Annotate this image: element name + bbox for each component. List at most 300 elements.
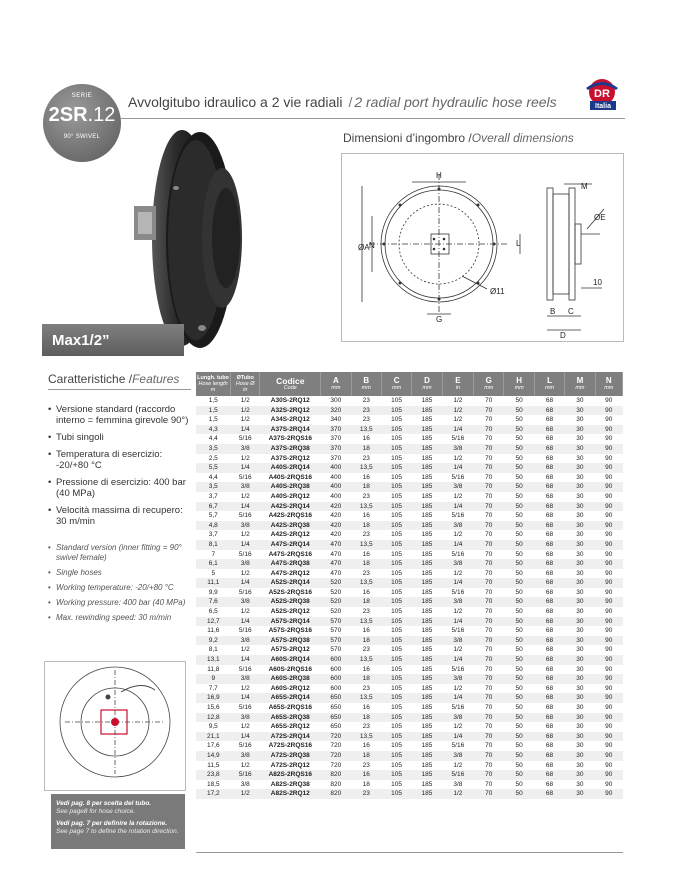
- table-cell: 90: [605, 627, 613, 635]
- table-cell: 105: [381, 502, 411, 512]
- table-cell: 70: [485, 492, 493, 500]
- table-cell: 16: [362, 588, 370, 596]
- table-cell: 68: [534, 732, 564, 742]
- table-cell: 30: [576, 588, 584, 596]
- table-cell: 70: [474, 789, 504, 799]
- table-cell: 90: [605, 416, 613, 424]
- table-cell: 70: [485, 723, 493, 731]
- table-row: [196, 780, 623, 790]
- table-cell: A40S-2RQ12: [270, 492, 310, 500]
- table-cell: 420: [321, 502, 351, 512]
- table-cell: 1/2: [231, 406, 260, 416]
- table-cell: 18,5: [206, 780, 220, 788]
- table-cell: 1/2: [453, 454, 463, 462]
- table-cell: 105: [391, 397, 403, 404]
- table-row: [196, 396, 623, 406]
- table-cell: 5/16: [451, 627, 465, 635]
- table-cell: 9: [196, 674, 231, 684]
- table-cell: 70: [474, 693, 504, 703]
- table-cell: 400: [330, 473, 342, 481]
- table-cell: 68: [534, 482, 564, 492]
- series-sub: 90° SWIVEL: [63, 134, 101, 140]
- table-cell: 30: [565, 636, 595, 646]
- table-cell: 50: [515, 646, 523, 654]
- table-cell: 70: [485, 742, 493, 750]
- table-cell: 5/16: [238, 665, 252, 673]
- table-cell: 105: [391, 742, 403, 750]
- table-cell: 30: [576, 761, 584, 769]
- table-cell: 30: [565, 713, 595, 723]
- table-cell: 50: [504, 425, 534, 435]
- table-cell: 90: [595, 559, 622, 569]
- col-header: ØTubo Hose Ø in: [231, 372, 260, 396]
- table-cell: 18: [351, 521, 381, 531]
- table-row: [196, 444, 623, 454]
- feature-item-en: • Max. rewinding speed: 30 m/min: [48, 613, 193, 623]
- table-cell: 370: [330, 435, 342, 443]
- table-cell: 370: [321, 425, 351, 435]
- table-cell: 185: [412, 713, 442, 723]
- table-cell: 1/4: [442, 540, 473, 550]
- table-cell: 470: [330, 550, 342, 558]
- table-cell: 70: [474, 540, 504, 550]
- table-cell: 5/16: [451, 588, 465, 596]
- table-cell: 570: [330, 627, 342, 635]
- table-cell: 1/2: [453, 416, 463, 424]
- col-header: L mm: [534, 372, 564, 396]
- table-cell: 105: [381, 732, 411, 742]
- table-cell: 105: [381, 463, 411, 473]
- table-cell: 13,5: [351, 617, 381, 627]
- table-cell: 8,1: [196, 540, 231, 550]
- table-cell: 7,6: [196, 597, 231, 607]
- table-cell: 2,5: [208, 454, 218, 462]
- table-cell: 16: [362, 704, 370, 711]
- table-cell: 30: [576, 646, 584, 654]
- table-cell: 6,5: [208, 608, 218, 616]
- table-cell: A72S-2RQ38: [260, 751, 321, 761]
- dim-label-c: C: [568, 307, 574, 316]
- table-cell: A47S-2RQS16: [268, 550, 312, 558]
- table-row: [196, 732, 623, 742]
- table-cell: 105: [391, 704, 403, 711]
- table-cell: 185: [421, 531, 433, 539]
- table-cell: 23: [362, 416, 370, 424]
- feature-item-en: • Single hoses: [48, 568, 193, 578]
- table-cell: 185: [421, 473, 433, 481]
- feature-item: • Versione standard (raccordo interno = femmina girevole 90°): [48, 404, 193, 426]
- table-cell: 50: [504, 521, 534, 531]
- table-cell: 3/8: [231, 636, 260, 646]
- col-header: G mm: [474, 372, 504, 396]
- table-cell: 13,5: [351, 463, 381, 473]
- table-cell: 185: [421, 780, 433, 788]
- hose-reel-image: [130, 128, 250, 350]
- table-cell: 1/2: [240, 397, 250, 404]
- svg-text:Italia: Italia: [595, 103, 611, 110]
- table-cell: 3,7: [208, 492, 218, 500]
- table-cell: 185: [412, 617, 442, 627]
- features-list-en: [48, 543, 193, 628]
- table-cell: 30: [576, 608, 584, 616]
- table-cell: A47S-2RQ38: [260, 559, 321, 569]
- feature-item: • Temperatura di esercizio: -20/+80 °C: [48, 449, 193, 471]
- table-cell: A60S-2RQ38: [260, 674, 321, 684]
- table-cell: 18: [351, 713, 381, 723]
- table-cell: 4,4: [208, 435, 218, 443]
- table-row: [196, 530, 623, 540]
- table-cell: 105: [391, 684, 403, 692]
- table-cell: 68: [534, 713, 564, 723]
- table-cell: A37S-2RQ12: [270, 454, 310, 462]
- table-cell: 50: [515, 665, 523, 673]
- table-cell: 1/2: [240, 608, 250, 616]
- table-cell: A60S-2RQ12: [270, 684, 310, 692]
- table-cell: 1/4: [442, 693, 473, 703]
- table-cell: 105: [391, 454, 403, 462]
- table-cell: 5/16: [238, 435, 252, 443]
- table-cell: 1/2: [453, 608, 463, 616]
- table-cell: 70: [485, 550, 493, 558]
- table-cell: 50: [515, 435, 523, 443]
- table-cell: 105: [381, 406, 411, 416]
- table-cell: 185: [412, 482, 442, 492]
- table-cell: 12,8: [196, 713, 231, 723]
- table-cell: 3/8: [231, 559, 260, 569]
- dimensions-title: Dimensioni d’ingombro /Overall dimensions: [343, 131, 574, 145]
- table-cell: 30: [576, 397, 584, 404]
- table-cell: 1,5: [196, 406, 231, 416]
- table-cell: 185: [421, 723, 433, 731]
- table-cell: 1,5: [208, 397, 218, 404]
- table-cell: A37S-2RQ38: [260, 444, 321, 454]
- table-cell: 90: [595, 540, 622, 550]
- col-header: D mm: [412, 372, 442, 396]
- table-cell: 50: [504, 732, 534, 742]
- table-cell: 16: [362, 512, 370, 520]
- dim-label-h: H: [436, 171, 442, 180]
- max-size-badge: Max1/2”: [42, 324, 184, 356]
- table-cell: 6,1: [196, 559, 231, 569]
- table-cell: 68: [545, 454, 554, 462]
- table-cell: 105: [391, 761, 403, 769]
- table-cell: 68: [545, 684, 554, 692]
- table-cell: A65S-2RQ38: [260, 713, 321, 723]
- table-cell: 90: [595, 521, 622, 531]
- table-cell: 68: [534, 559, 564, 569]
- table-cell: 50: [504, 482, 534, 492]
- table-cell: 30: [565, 751, 595, 761]
- table-cell: A30S-2RQ12: [270, 397, 310, 404]
- table-cell: 6,7: [196, 502, 231, 512]
- table-cell: 3/8: [231, 597, 260, 607]
- table-cell: 30: [576, 723, 584, 731]
- table-cell: 90: [605, 780, 613, 788]
- table-cell: 50: [515, 761, 523, 769]
- table-cell: 16: [362, 473, 370, 481]
- table-cell: 185: [412, 559, 442, 569]
- table-cell: 400: [330, 492, 342, 500]
- table-row: [196, 588, 623, 598]
- notes-box: [51, 794, 185, 849]
- table-cell: 105: [381, 482, 411, 492]
- table-cell: 105: [381, 617, 411, 627]
- table-cell: 50: [504, 406, 534, 416]
- dim-label-a: ØA: [358, 243, 370, 252]
- table-cell: 30: [565, 559, 595, 569]
- table-cell: 70: [485, 454, 493, 462]
- table-cell: 70: [474, 636, 504, 646]
- table-cell: 1/4: [442, 655, 473, 665]
- table-cell: 185: [412, 636, 442, 646]
- table-cell: 70: [485, 416, 493, 424]
- table-cell: 185: [412, 597, 442, 607]
- table-cell: 90: [595, 502, 622, 512]
- table-row: [196, 684, 623, 694]
- table-cell: 7: [211, 550, 216, 558]
- table-cell: 70: [474, 713, 504, 723]
- table-cell: 50: [515, 492, 523, 500]
- table-cell: 90: [605, 492, 613, 500]
- table-cell: 30: [565, 597, 595, 607]
- table-row: [196, 502, 623, 512]
- table-cell: 70: [485, 608, 493, 616]
- svg-text:DR: DR: [594, 88, 610, 100]
- table-cell: 185: [421, 492, 433, 500]
- features-title: Caratteristiche /Features: [48, 372, 180, 386]
- table-cell: 400: [321, 463, 351, 473]
- table-cell: 105: [391, 435, 403, 443]
- table-cell: 1/4: [231, 502, 260, 512]
- table-cell: 105: [381, 540, 411, 550]
- table-row: [196, 741, 623, 751]
- table-cell: 13,5: [351, 655, 381, 665]
- table-cell: 68: [545, 435, 554, 443]
- table-cell: 5/16: [451, 550, 465, 558]
- table-cell: 16: [362, 742, 370, 750]
- table-cell: 70: [474, 444, 504, 454]
- table-cell: 185: [421, 550, 433, 558]
- table-cell: 90: [595, 636, 622, 646]
- table-cell: 30: [576, 780, 584, 788]
- table-cell: 520: [321, 578, 351, 588]
- table-cell: 105: [381, 578, 411, 588]
- table-cell: 5: [211, 569, 216, 577]
- table-cell: 1/2: [453, 397, 463, 404]
- table-cell: 185: [421, 397, 433, 404]
- table-cell: 68: [545, 569, 554, 577]
- table-cell: 105: [381, 521, 411, 531]
- table-cell: 1/4: [231, 617, 260, 627]
- table-cell: 18: [351, 751, 381, 761]
- table-cell: 185: [412, 444, 442, 454]
- table-cell: 185: [421, 512, 433, 520]
- table-cell: 30: [565, 693, 595, 703]
- table-cell: 105: [391, 723, 403, 731]
- table-cell: 5/16: [451, 665, 465, 673]
- table-cell: 70: [485, 684, 493, 692]
- table-cell: 50: [504, 770, 534, 780]
- table-cell: 50: [504, 559, 534, 569]
- table-cell: 90: [605, 550, 613, 558]
- table-cell: 70: [485, 780, 493, 788]
- table-cell: 185: [421, 569, 433, 577]
- table-cell: 30: [565, 463, 595, 473]
- table-cell: 16: [362, 627, 370, 635]
- table-cell: 70: [485, 665, 493, 673]
- table-cell: 50: [515, 531, 523, 539]
- table-cell: A42S-2RQ14: [260, 502, 321, 512]
- table-cell: 23: [362, 723, 370, 731]
- table-cell: 30: [565, 732, 595, 742]
- table-cell: 105: [391, 531, 403, 539]
- table-cell: 90: [605, 665, 613, 673]
- table-cell: 13,5: [351, 693, 381, 703]
- table-cell: 13,5: [351, 540, 381, 550]
- table-row: [196, 617, 623, 627]
- table-cell: 720: [321, 732, 351, 742]
- note-hose-choice: Vedi pag. 8 per scelta del tubo.: [56, 800, 152, 807]
- table-cell: 50: [515, 454, 523, 462]
- table-row: [196, 521, 623, 531]
- table-cell: 90: [605, 646, 613, 654]
- table-cell: 1/4: [231, 655, 260, 665]
- table-cell: 23: [362, 454, 370, 462]
- table-cell: 70: [485, 512, 493, 520]
- table-cell: 5/16: [238, 627, 252, 635]
- table-cell: 30: [576, 435, 584, 443]
- table-cell: 50: [504, 578, 534, 588]
- table-cell: 30: [565, 482, 595, 492]
- col-header: Codice Code: [260, 372, 321, 396]
- table-cell: 5/16: [451, 704, 465, 711]
- table-cell: 470: [330, 569, 342, 577]
- dr-italia-logo: [578, 78, 624, 114]
- table-cell: 1/4: [442, 617, 473, 627]
- table-cell: 820: [321, 789, 351, 799]
- table-row: [196, 492, 623, 502]
- table-cell: 185: [412, 789, 442, 799]
- table-cell: 50: [504, 463, 534, 473]
- table-cell: 650: [330, 704, 342, 711]
- table-cell: 185: [412, 751, 442, 761]
- table-cell: 185: [412, 425, 442, 435]
- dim-label-l: L: [516, 239, 521, 248]
- table-cell: 185: [412, 406, 442, 416]
- table-cell: 70: [485, 627, 493, 635]
- table-cell: 23: [362, 531, 370, 539]
- table-cell: 185: [421, 665, 433, 673]
- table-cell: 50: [515, 627, 523, 635]
- table-cell: 105: [381, 559, 411, 569]
- table-cell: 185: [421, 416, 433, 424]
- table-cell: 570: [330, 646, 342, 654]
- table-cell: 420: [330, 531, 342, 539]
- table-cell: 5/16: [231, 770, 260, 780]
- table-cell: 470: [321, 559, 351, 569]
- table-cell: 105: [381, 425, 411, 435]
- table-cell: 50: [504, 502, 534, 512]
- col-header: B mm: [351, 372, 381, 396]
- table-cell: 90: [595, 463, 622, 473]
- table-cell: A57S-2RQ14: [260, 617, 321, 627]
- table-cell: 50: [515, 684, 523, 692]
- table-cell: 1/2: [240, 492, 250, 500]
- table-row: [196, 722, 623, 732]
- feature-item-en: • Working pressure: 400 bar (40 MPa): [48, 598, 193, 608]
- table-row: [196, 463, 623, 473]
- table-row: [196, 406, 623, 416]
- dim-label-b: B: [550, 307, 556, 316]
- table-cell: 720: [330, 761, 342, 769]
- table-cell: 50: [515, 723, 523, 731]
- table-cell: A57S-2RQ38: [260, 636, 321, 646]
- table-cell: 820: [321, 770, 351, 780]
- table-cell: 3/8: [442, 713, 473, 723]
- table-cell: 50: [504, 751, 534, 761]
- table-cell: 68: [534, 597, 564, 607]
- table-row: [196, 655, 623, 665]
- table-cell: 68: [534, 674, 564, 684]
- table-cell: A37S-2RQS16: [268, 435, 312, 443]
- table-cell: 600: [330, 684, 342, 692]
- table-row: [196, 693, 623, 703]
- table-cell: 30: [565, 406, 595, 416]
- table-cell: 14,9: [196, 751, 231, 761]
- table-cell: 68: [545, 473, 554, 481]
- note-hose-choice-en: See page8 for hose choice.: [56, 808, 136, 815]
- table-cell: 420: [321, 521, 351, 531]
- table-cell: 105: [381, 444, 411, 454]
- table-cell: A52S-2RQ14: [260, 578, 321, 588]
- table-cell: A40S-2RQ14: [260, 463, 321, 473]
- table-row: [196, 540, 623, 550]
- table-cell: 23: [362, 761, 370, 769]
- table-cell: 30: [576, 627, 584, 635]
- table-cell: 16: [351, 770, 381, 780]
- table-cell: 720: [321, 751, 351, 761]
- table-cell: 1/4: [231, 425, 260, 435]
- table-cell: 70: [474, 597, 504, 607]
- table-cell: 30: [576, 550, 584, 558]
- table-cell: 68: [534, 463, 564, 473]
- table-cell: 520: [321, 597, 351, 607]
- table-cell: 650: [330, 723, 342, 731]
- table-cell: 3/8: [453, 780, 463, 788]
- table-row: [196, 751, 623, 761]
- table-cell: 105: [391, 473, 403, 481]
- table-cell: 13,5: [351, 425, 381, 435]
- table-cell: 50: [515, 742, 523, 750]
- table-cell: 50: [504, 540, 534, 550]
- table-cell: 68: [545, 416, 554, 424]
- table-cell: 70: [485, 435, 493, 443]
- table-cell: 3/8: [442, 751, 473, 761]
- table-cell: 90: [605, 473, 613, 481]
- table-cell: 17,6: [206, 742, 220, 750]
- table-cell: 68: [534, 540, 564, 550]
- table-cell: 1/4: [231, 540, 260, 550]
- table-cell: 50: [504, 655, 534, 665]
- table-cell: 90: [595, 617, 622, 627]
- table-cell: 50: [515, 588, 523, 596]
- table-cell: 185: [412, 463, 442, 473]
- table-cell: A82S-2RQ38: [270, 780, 310, 788]
- table-cell: 105: [391, 492, 403, 500]
- table-cell: 3/8: [231, 521, 260, 531]
- table-cell: 105: [381, 636, 411, 646]
- feature-item: • Pressione di esercizio: 400 bar (40 MPa): [48, 477, 193, 499]
